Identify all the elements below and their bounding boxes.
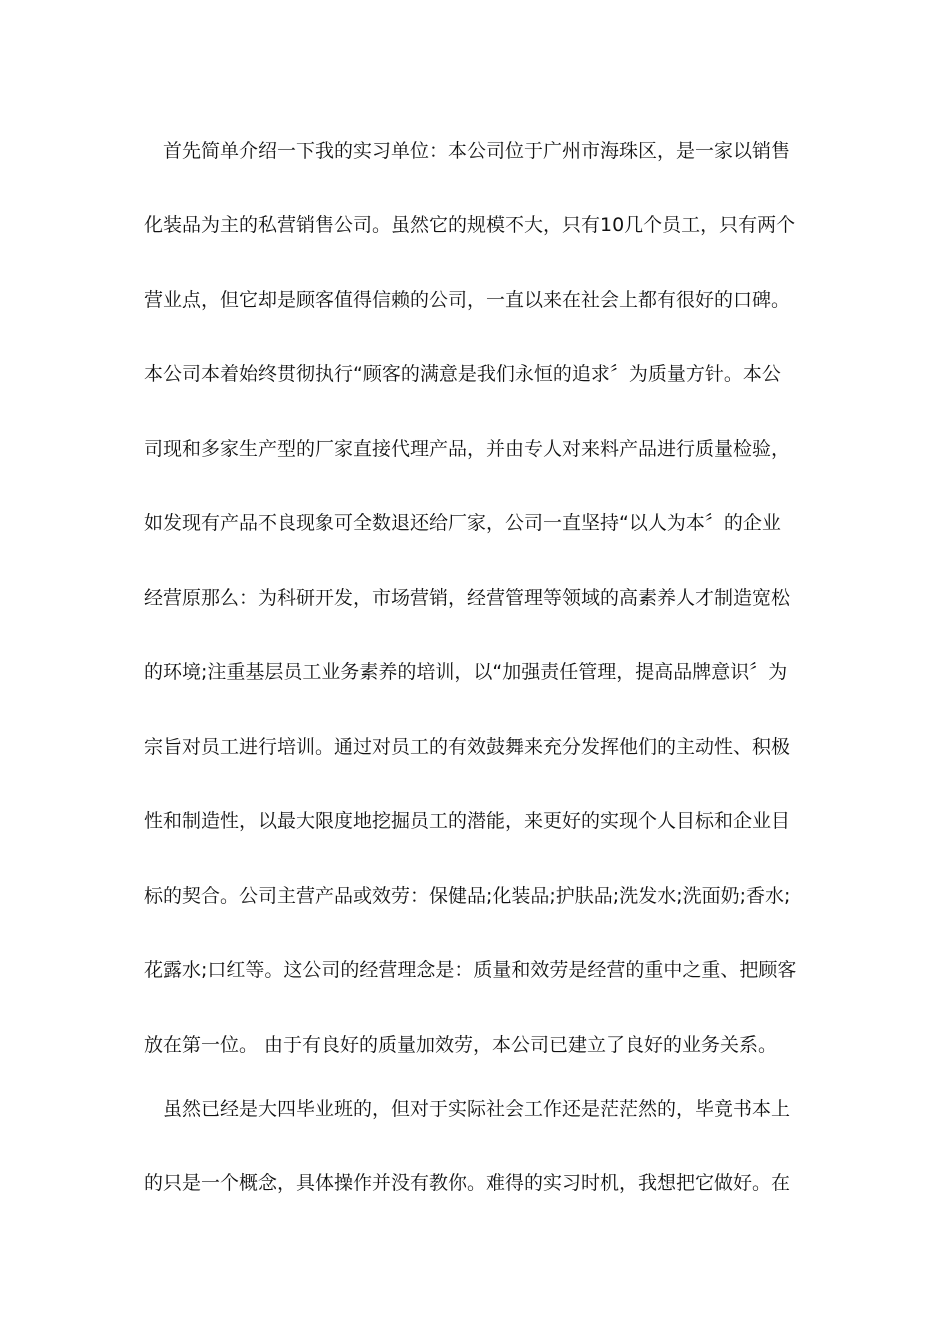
paragraph-1-line-3: 营业点，但它却是顾客值得信赖的公司，一直以来在社会上都有很好的口碑。 xyxy=(144,289,791,311)
paragraph-1-line-6: 如发现有产品不良现象可全数退还给厂家，公司一直坚持“以人为本〞的企业 xyxy=(144,512,781,534)
paragraph-2-line-1: 虽然已经是大四毕业班的，但对于实际社会工作还是茫茫然的，毕竟书本上 xyxy=(163,1098,791,1120)
paragraph-1-line-12: 花露水;口红等。这公司的经营理念是：质量和效劳是经营的重中之重、把顾客 xyxy=(144,959,797,981)
paragraph-1-line-13: 放在第一位。 由于有良好的质量加效劳，本公司已建立了良好的业务关系。 xyxy=(144,1034,778,1056)
paragraph-1-line-9: 宗旨对员工进行培训。通过对员工的有效鼓舞来充分发挥他们的主动性、积极 xyxy=(144,736,791,758)
paragraph-1-line-4: 本公司本着始终贯彻执行“顾客的满意是我们永恒的追求〞为质量方针。本公 xyxy=(144,363,781,385)
paragraph-1-line-2: 化装品为主的私营销售公司。虽然它的规模不大，只有10几个员工，只有两个 xyxy=(144,214,796,236)
paragraph-2-line-2: 的只是一个概念，具体操作并没有教你。难得的实习时机，我想把它做好。在 xyxy=(144,1172,791,1194)
paragraph-1-line-8: 的环境;注重基层员工业务素养的培训，以“加强责任管理，提高品牌意识〞为 xyxy=(144,661,788,683)
paragraph-1-line-5: 司现和多家生产型的厂家直接代理产品，并由专人对来料产品进行质量检验， xyxy=(144,438,791,460)
paragraph-1-line-1: 首先简单介绍一下我的实习单位：本公司位于广州市海珠区，是一家以销售 xyxy=(163,140,791,162)
paragraph-1-line-10: 性和制造性，以最大限度地挖掘员工的潜能，来更好的实现个人目标和企业目 xyxy=(144,810,791,832)
paragraph-1-line-7: 经营原那么：为科研开发，市场营销，经营管理等领域的高素养人才制造宽松 xyxy=(144,587,791,609)
paragraph-1-line-11: 标的契合。公司主营产品或效劳：保健品;化装品;护肤品;洗发水;洗面奶;香水; xyxy=(144,885,791,907)
